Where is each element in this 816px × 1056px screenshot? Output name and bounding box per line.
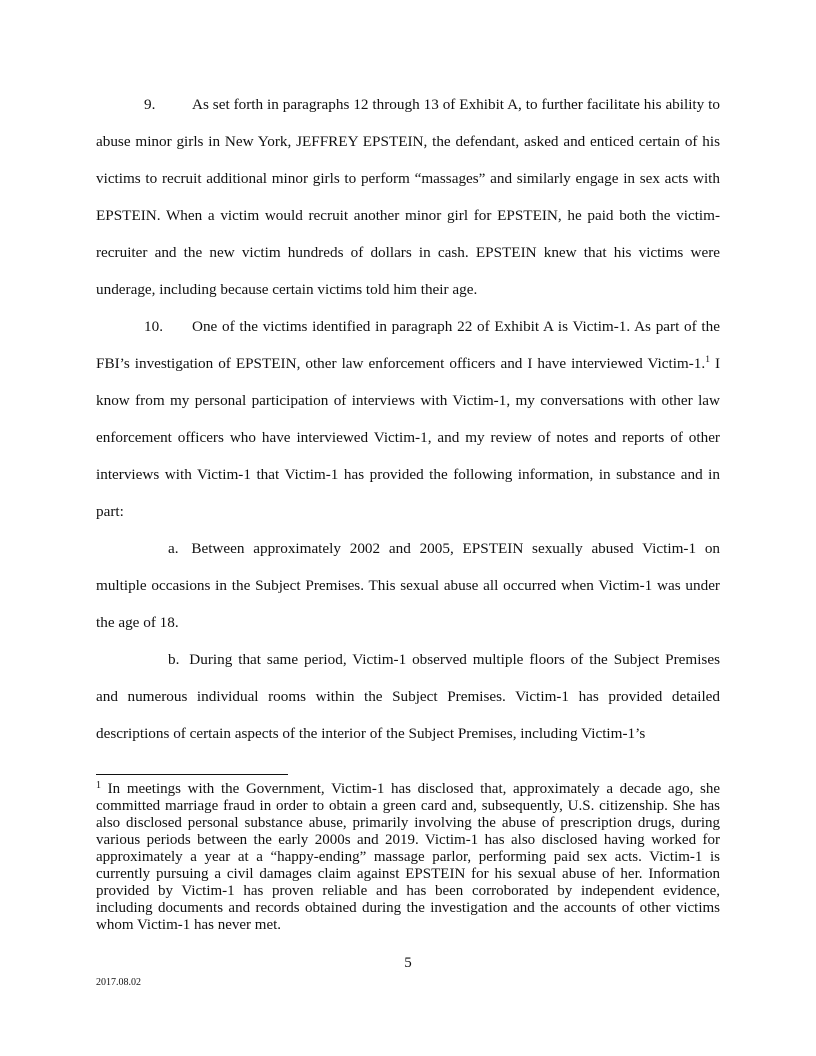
body-text xyxy=(96,86,720,752)
paragraph-text: One of the victims identified in paragraph 22 of Exhibit A is Victim-1. As part of the FBI’s investigation of EPSTEIN, other law enforcement officers and I have interviewed Victim-1. xyxy=(96,318,720,372)
subparagraph-label: b. xyxy=(168,651,180,668)
document-code: 2017.08.02 xyxy=(96,977,141,988)
paragraph-text-continued: I know from my personal participation of interviews with Victim-1, my conversations with other law enforcement officers who have interviewed Victim-1, and my review of notes and reports of other interviews with Victim-1 that Victim-1 has provided the following information, in substance and in part: xyxy=(96,355,720,520)
subparagraph-a xyxy=(96,530,720,641)
subparagraph-label: a. xyxy=(168,540,179,557)
footnote-text: In meetings with the Government, Victim-1 has disclosed that, approximately a decade ago, she committed marriage fraud in order to obtain a green card and, subsequently, U.S. citizenship. She has also disclosed personal substance abuse, primarily involving the abuse of prescription drugs, during various periods between the early 2000s and 2019. Victim-1 has also disclosed having worked for approximately a year at a “happy-ending” massage parlor, performing paid sex acts. Victim-1 is currently pursuing a civil damages claim against EPSTEIN for his sexual abuse of her. Information provided by Victim-1 has proven reliable and has been corroborated by independent evidence, including documents and records obtained during the investigation and the accounts of other victims whom Victim-1 has never met. xyxy=(96,781,720,933)
page-number: 5 xyxy=(404,955,412,971)
footnote-marker: 1 xyxy=(96,780,101,791)
subparagraph-text: Between approximately 2002 and 2005, EPSTEIN sexually abused Victim-1 on multiple occasions in the Subject Premises. This sexual abuse all occurred when Victim-1 was under the age of 18. xyxy=(96,540,721,631)
paragraph-9 xyxy=(96,86,720,308)
footnote-divider xyxy=(96,774,288,775)
paragraph-number: 10. xyxy=(144,318,163,335)
footnote xyxy=(96,781,720,934)
subparagraph-text: During that same period, Victim-1 observed multiple floors of the Subject Premises and numerous individual rooms within the Subject Premises. Victim-1 has provided detailed descriptions of certain aspects of the interior of the Subject Premises, including Victim-1’s xyxy=(96,651,720,742)
paragraph-text: As set forth in paragraphs 12 through 13 of Exhibit A, to further facilitate his ability to abuse minor girls in New York, JEFFREY EPSTEIN, the defendant, asked and enticed certain of his victims to recruit additional minor girls to perform “massages” and similarly engage in sex acts with EPSTEIN. When a victim would recruit another minor girl for EPSTEIN, he paid both the victim-recruiter and the new victim hundreds of dollars in cash. EPSTEIN knew that his victims were underage, including because certain victims told him their age. xyxy=(96,96,720,298)
paragraph-10 xyxy=(96,308,720,530)
subparagraph-b xyxy=(96,641,720,752)
paragraph-number: 9. xyxy=(144,96,156,113)
footnote-reference: 1 xyxy=(705,355,710,365)
